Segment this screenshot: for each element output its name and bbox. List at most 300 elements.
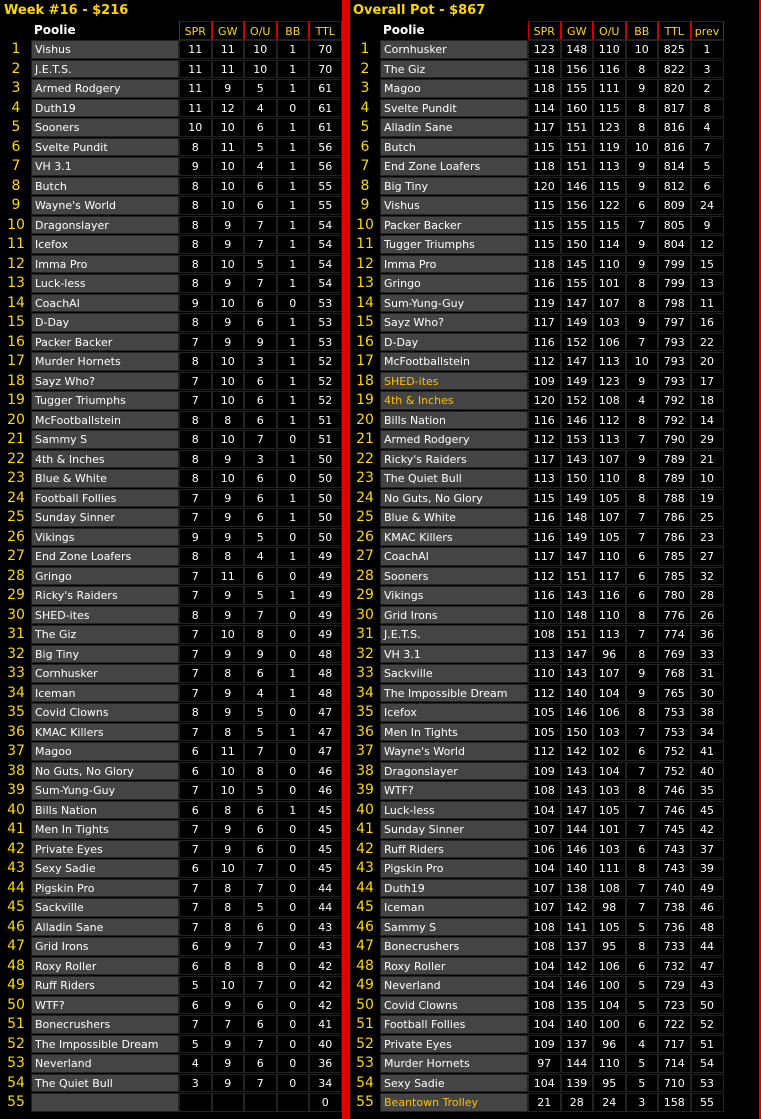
score-cell-ou: 6 bbox=[244, 372, 277, 391]
score-cell-gw: 151 bbox=[561, 567, 594, 586]
rank-cell: 46 bbox=[350, 918, 380, 937]
poolie-name-cell: Men In Tights bbox=[380, 723, 528, 742]
score-cell-ttl: 710 bbox=[658, 1074, 691, 1093]
score-cell-ou: 103 bbox=[593, 313, 626, 332]
score-cell-ou: 106 bbox=[593, 957, 626, 976]
score-cell-ou: 103 bbox=[593, 840, 626, 859]
poolie-name-cell: Ruff Riders bbox=[380, 840, 528, 859]
column-header-gw: GW bbox=[561, 21, 594, 41]
poolie-name-cell: CoachAl bbox=[31, 294, 179, 313]
table-row bbox=[1, 99, 342, 119]
table-row bbox=[350, 333, 759, 353]
score-cell-bb: 7 bbox=[626, 333, 659, 352]
score-cell-ttl: 49 bbox=[309, 606, 342, 625]
poolie-name-cell: Sooners bbox=[31, 118, 179, 137]
score-cell-gw: 10 bbox=[212, 352, 245, 371]
score-cell-bb: 5 bbox=[626, 918, 659, 937]
score-cell-ttl: 743 bbox=[658, 859, 691, 878]
score-cell-gw: 9 bbox=[212, 333, 245, 352]
rank-cell: 39 bbox=[350, 781, 380, 800]
score-cell-bb: 0 bbox=[277, 840, 310, 859]
score-cell-ttl: 786 bbox=[658, 508, 691, 527]
score-cell-ttl: 743 bbox=[658, 840, 691, 859]
score-cell-ttl: 820 bbox=[658, 79, 691, 98]
score-cell-spr: 123 bbox=[528, 40, 561, 59]
score-cell-spr: 108 bbox=[528, 625, 561, 644]
score-cell-gw: 151 bbox=[561, 118, 594, 137]
rank-cell: 8 bbox=[350, 177, 380, 196]
score-cell-prev: 37 bbox=[691, 840, 724, 859]
score-cell-ou: 114 bbox=[593, 235, 626, 254]
score-cell-ou: 95 bbox=[593, 1074, 626, 1093]
score-cell-bb: 1 bbox=[277, 684, 310, 703]
score-cell-spr: 7 bbox=[179, 508, 212, 527]
table-row bbox=[1, 567, 342, 587]
score-cell-spr: 7 bbox=[179, 879, 212, 898]
table-row bbox=[1, 118, 342, 138]
score-cell-ou: 95 bbox=[593, 937, 626, 956]
score-cell-prev: 24 bbox=[691, 196, 724, 215]
score-cell-bb: 0 bbox=[277, 859, 310, 878]
table-row bbox=[1, 586, 342, 606]
score-cell-ou: 6 bbox=[244, 177, 277, 196]
score-cell-ou: 6 bbox=[244, 411, 277, 430]
score-cell-prev: 4 bbox=[691, 118, 724, 137]
score-cell-gw: 9 bbox=[212, 274, 245, 293]
weekly-column-header-row bbox=[1, 21, 342, 41]
score-cell-ttl: 52 bbox=[309, 352, 342, 371]
score-cell-ttl: 50 bbox=[309, 489, 342, 508]
poolie-name-cell: Sooners bbox=[380, 567, 528, 586]
table-row bbox=[1, 781, 342, 801]
poolie-name-cell: Sayz Who? bbox=[380, 313, 528, 332]
rank-cell: 17 bbox=[350, 352, 380, 371]
rank-cell: 44 bbox=[1, 879, 31, 898]
score-cell-spr: 117 bbox=[528, 450, 561, 469]
score-cell-bb: 8 bbox=[626, 60, 659, 79]
poolie-name-cell: Neverland bbox=[31, 1054, 179, 1073]
score-cell-ttl: 738 bbox=[658, 898, 691, 917]
score-cell-spr: 112 bbox=[528, 567, 561, 586]
score-cell-prev: 51 bbox=[691, 1035, 724, 1054]
poolie-name-cell: Sayz Who? bbox=[31, 372, 179, 391]
poolie-name-cell: Armed Rodgery bbox=[380, 430, 528, 449]
score-cell-ttl: 799 bbox=[658, 274, 691, 293]
score-cell-spr: 11 bbox=[179, 79, 212, 98]
score-cell-ttl: 825 bbox=[658, 40, 691, 59]
score-cell-bb: 6 bbox=[626, 957, 659, 976]
poolie-name-cell: Pigskin Pro bbox=[380, 859, 528, 878]
score-cell-prev: 32 bbox=[691, 567, 724, 586]
score-cell-prev: 6 bbox=[691, 177, 724, 196]
score-cell-prev: 3 bbox=[691, 60, 724, 79]
poolie-name-cell: Roxy Roller bbox=[380, 957, 528, 976]
score-cell-bb: 9 bbox=[626, 450, 659, 469]
overall-title: Overall Pot - $867 bbox=[350, 1, 528, 21]
score-cell-ttl: 816 bbox=[658, 138, 691, 157]
score-cell-ttl: 54 bbox=[309, 274, 342, 293]
score-cell-spr: 113 bbox=[528, 645, 561, 664]
table-row bbox=[1, 79, 342, 99]
table-row bbox=[350, 781, 759, 801]
score-cell-gw: 143 bbox=[561, 450, 594, 469]
table-row bbox=[350, 450, 759, 470]
score-cell-spr: 6 bbox=[179, 742, 212, 761]
table-row bbox=[350, 79, 759, 99]
score-cell-ttl: 793 bbox=[658, 372, 691, 391]
score-cell-bb: 5 bbox=[626, 996, 659, 1015]
score-cell-ou: 100 bbox=[593, 976, 626, 995]
score-cell-spr: 8 bbox=[179, 235, 212, 254]
score-cell-bb: 1 bbox=[277, 313, 310, 332]
rank-cell: 21 bbox=[350, 430, 380, 449]
score-cell-gw: 8 bbox=[212, 664, 245, 683]
poolie-name-cell: Grid Irons bbox=[31, 937, 179, 956]
score-cell-ou: 5 bbox=[244, 586, 277, 605]
weekly-title-row bbox=[1, 1, 342, 21]
score-cell-ou: 113 bbox=[593, 625, 626, 644]
score-cell-gw: 10 bbox=[212, 177, 245, 196]
rank-cell: 11 bbox=[1, 235, 31, 254]
score-cell-bb: 0 bbox=[277, 937, 310, 956]
score-cell-gw: 160 bbox=[561, 99, 594, 118]
rank-cell: 6 bbox=[1, 138, 31, 157]
score-cell-ou: 6 bbox=[244, 196, 277, 215]
score-cell-bb: 9 bbox=[626, 157, 659, 176]
score-cell-spr: 119 bbox=[528, 294, 561, 313]
score-cell-bb: 7 bbox=[626, 820, 659, 839]
score-cell-spr: 8 bbox=[179, 430, 212, 449]
score-cell-gw: 10 bbox=[212, 196, 245, 215]
rank-cell: 1 bbox=[350, 40, 380, 59]
rank-cell: 30 bbox=[350, 606, 380, 625]
table-row bbox=[1, 177, 342, 197]
rank-cell: 7 bbox=[350, 157, 380, 176]
score-cell-ou: 96 bbox=[593, 645, 626, 664]
score-cell-bb: 1 bbox=[277, 801, 310, 820]
table-row bbox=[1, 684, 342, 704]
score-cell-gw: 145 bbox=[561, 255, 594, 274]
score-cell-gw: 12 bbox=[212, 99, 245, 118]
score-cell-gw: 138 bbox=[561, 879, 594, 898]
score-cell-ou: 98 bbox=[593, 898, 626, 917]
overall-rows bbox=[350, 40, 759, 1113]
score-cell-ttl: 56 bbox=[309, 138, 342, 157]
rank-cell: 5 bbox=[350, 118, 380, 137]
score-cell-gw: 9 bbox=[212, 235, 245, 254]
score-cell-spr: 117 bbox=[528, 547, 561, 566]
score-cell-ou: 6 bbox=[244, 801, 277, 820]
score-cell-ou: 103 bbox=[593, 781, 626, 800]
score-cell-bb: 7 bbox=[626, 508, 659, 527]
rank-cell: 28 bbox=[1, 567, 31, 586]
score-cell-gw: 152 bbox=[561, 391, 594, 410]
poolie-name-cell: WTF? bbox=[380, 781, 528, 800]
score-cell-prev: 26 bbox=[691, 606, 724, 625]
score-cell-bb: 0 bbox=[277, 528, 310, 547]
score-cell-ou: 7 bbox=[244, 976, 277, 995]
score-cell-ttl: 788 bbox=[658, 489, 691, 508]
score-cell-spr: 21 bbox=[528, 1093, 561, 1112]
table-row bbox=[1, 333, 342, 353]
score-cell-ttl: 49 bbox=[309, 625, 342, 644]
rank-cell: 26 bbox=[350, 528, 380, 547]
table-row bbox=[350, 703, 759, 723]
score-cell-bb: 1 bbox=[277, 664, 310, 683]
score-cell-gw: 10 bbox=[212, 430, 245, 449]
rank-cell: 11 bbox=[350, 235, 380, 254]
score-cell-spr: 7 bbox=[179, 586, 212, 605]
score-cell-ou: 105 bbox=[593, 528, 626, 547]
score-cell-ou: 100 bbox=[593, 1015, 626, 1034]
poolie-name-cell: Sum-Yung-Guy bbox=[380, 294, 528, 313]
poolie-name-cell: Football Follies bbox=[31, 489, 179, 508]
score-cell-ou: 122 bbox=[593, 196, 626, 215]
score-cell-prev: 39 bbox=[691, 859, 724, 878]
table-row bbox=[350, 255, 759, 275]
score-cell-ttl: 41 bbox=[309, 1015, 342, 1034]
poolie-name-cell: Cornhusker bbox=[380, 40, 528, 59]
poolie-name-cell: Iceman bbox=[380, 898, 528, 917]
rank-cell: 36 bbox=[1, 723, 31, 742]
poolie-name-cell: Murder Hornets bbox=[380, 1054, 528, 1073]
score-cell-gw: 149 bbox=[561, 489, 594, 508]
score-cell-bb: 1 bbox=[277, 372, 310, 391]
score-cell-bb: 0 bbox=[277, 703, 310, 722]
score-cell-gw: 8 bbox=[212, 957, 245, 976]
poolie-name-cell: Armed Rodgery bbox=[31, 79, 179, 98]
rank-cell: 26 bbox=[1, 528, 31, 547]
score-cell-prev: 46 bbox=[691, 898, 724, 917]
score-cell-spr: 108 bbox=[528, 937, 561, 956]
score-cell-gw: 140 bbox=[561, 684, 594, 703]
score-cell-gw: 8 bbox=[212, 547, 245, 566]
poolie-name-cell: Wayne's World bbox=[31, 196, 179, 215]
poolie-name-cell: Sackville bbox=[380, 664, 528, 683]
column-header-bb: BB bbox=[626, 21, 659, 41]
score-cell-bb: 1 bbox=[277, 79, 310, 98]
table-row bbox=[1, 411, 342, 431]
score-cell-spr: 97 bbox=[528, 1054, 561, 1073]
score-cell-gw: 9 bbox=[212, 528, 245, 547]
score-cell-ttl: 717 bbox=[658, 1035, 691, 1054]
table-row bbox=[350, 177, 759, 197]
score-cell-spr: 112 bbox=[528, 742, 561, 761]
score-cell-gw: 150 bbox=[561, 723, 594, 742]
score-cell-ttl: 46 bbox=[309, 762, 342, 781]
score-cell-ou: 4 bbox=[244, 684, 277, 703]
score-cell-spr: 106 bbox=[528, 840, 561, 859]
score-cell-gw: 140 bbox=[561, 1015, 594, 1034]
table-row bbox=[350, 235, 759, 255]
score-cell-ou: 3 bbox=[244, 352, 277, 371]
score-cell-ou: 106 bbox=[593, 703, 626, 722]
score-cell-prev: 47 bbox=[691, 957, 724, 976]
score-cell-bb: 7 bbox=[626, 879, 659, 898]
score-cell-gw: 9 bbox=[212, 840, 245, 859]
rank-cell: 37 bbox=[350, 742, 380, 761]
score-cell-prev: 50 bbox=[691, 996, 724, 1015]
column-header-bb: BB bbox=[277, 21, 310, 41]
table-row bbox=[1, 1074, 342, 1094]
score-cell-gw: 11 bbox=[212, 40, 245, 59]
score-cell-prev: 43 bbox=[691, 976, 724, 995]
score-cell-bb: 1 bbox=[277, 118, 310, 137]
score-cell-bb: 0 bbox=[277, 996, 310, 1015]
score-cell-bb: 1 bbox=[277, 450, 310, 469]
poolie-name-cell: Luck-less bbox=[380, 801, 528, 820]
score-cell-bb: 1 bbox=[277, 177, 310, 196]
score-cell-bb: 9 bbox=[626, 372, 659, 391]
score-cell-gw: 9 bbox=[212, 1035, 245, 1054]
score-cell-bb: 8 bbox=[626, 781, 659, 800]
score-cell-gw: 143 bbox=[561, 762, 594, 781]
score-cell-ou: 9 bbox=[244, 645, 277, 664]
poolie-name-cell: Blue & White bbox=[380, 508, 528, 527]
rank-cell: 20 bbox=[350, 411, 380, 430]
rank-cell: 25 bbox=[350, 508, 380, 527]
score-cell-ou: 110 bbox=[593, 255, 626, 274]
poolie-column-header: Poolie bbox=[31, 21, 179, 41]
poolie-name-cell: Private Eyes bbox=[31, 840, 179, 859]
table-row bbox=[1, 937, 342, 957]
score-cell-bb: 4 bbox=[626, 1035, 659, 1054]
score-cell-bb: 0 bbox=[277, 1074, 310, 1093]
score-cell-gw: 9 bbox=[212, 450, 245, 469]
score-cell-prev: 55 bbox=[691, 1093, 724, 1112]
score-cell-ou: 113 bbox=[593, 430, 626, 449]
score-cell-gw: 143 bbox=[561, 664, 594, 683]
score-cell-ou: 5 bbox=[244, 898, 277, 917]
score-cell-bb: 6 bbox=[626, 586, 659, 605]
table-row bbox=[1, 294, 342, 314]
score-cell-ttl: 736 bbox=[658, 918, 691, 937]
score-cell-bb: 0 bbox=[277, 1035, 310, 1054]
score-cell-ou: 101 bbox=[593, 820, 626, 839]
score-cell-gw: 8 bbox=[212, 879, 245, 898]
score-cell-ou: 112 bbox=[593, 411, 626, 430]
table-row bbox=[1, 820, 342, 840]
score-cell-ttl: 51 bbox=[309, 411, 342, 430]
rank-cell: 14 bbox=[1, 294, 31, 313]
score-cell-prev: 54 bbox=[691, 1054, 724, 1073]
score-cell-ttl: 45 bbox=[309, 840, 342, 859]
table-row bbox=[1, 879, 342, 899]
score-cell-gw: 10 bbox=[212, 391, 245, 410]
score-cell-bb: 0 bbox=[277, 957, 310, 976]
rank-cell: 42 bbox=[1, 840, 31, 859]
table-row bbox=[350, 1015, 759, 1035]
poolie-name-cell: Alladin Sane bbox=[380, 118, 528, 137]
score-cell-gw: 9 bbox=[212, 703, 245, 722]
score-cell-bb: 9 bbox=[626, 313, 659, 332]
poolie-name-cell: VH 3.1 bbox=[31, 157, 179, 176]
poolie-name-cell: Grid Irons bbox=[380, 606, 528, 625]
poolie-name-cell: Sammy S bbox=[380, 918, 528, 937]
table-row bbox=[350, 664, 759, 684]
score-cell-ttl: 49 bbox=[309, 547, 342, 566]
score-cell-ou: 107 bbox=[593, 508, 626, 527]
score-cell-bb: 9 bbox=[626, 177, 659, 196]
rank-cell: 51 bbox=[350, 1015, 380, 1034]
score-cell-ou: 117 bbox=[593, 567, 626, 586]
score-cell-bb: 0 bbox=[277, 762, 310, 781]
score-cell-spr: 8 bbox=[179, 177, 212, 196]
score-cell-ttl: 54 bbox=[309, 216, 342, 235]
score-cell-spr: 7 bbox=[179, 567, 212, 586]
score-cell-prev: 35 bbox=[691, 781, 724, 800]
table-row bbox=[1, 625, 342, 645]
score-cell-prev: 25 bbox=[691, 508, 724, 527]
table-row bbox=[350, 918, 759, 938]
table-row bbox=[350, 508, 759, 528]
score-cell-ou: 104 bbox=[593, 996, 626, 1015]
rank-cell: 50 bbox=[350, 996, 380, 1015]
score-cell-gw: 150 bbox=[561, 235, 594, 254]
score-cell-prev: 27 bbox=[691, 547, 724, 566]
score-cell-bb: 8 bbox=[626, 118, 659, 137]
table-row bbox=[1, 255, 342, 275]
table-row bbox=[1, 528, 342, 548]
score-cell-ou: 5 bbox=[244, 723, 277, 742]
table-row bbox=[350, 469, 759, 489]
score-cell-ttl: 799 bbox=[658, 255, 691, 274]
score-cell-bb: 8 bbox=[626, 703, 659, 722]
poolie-name-cell: J.E.T.S. bbox=[380, 625, 528, 644]
score-cell-gw: 10 bbox=[212, 859, 245, 878]
rank-cell: 33 bbox=[350, 664, 380, 683]
poolie-name-cell: Wayne's World bbox=[380, 742, 528, 761]
rank-cell: 41 bbox=[1, 820, 31, 839]
table-row bbox=[1, 898, 342, 918]
score-cell-ou: 123 bbox=[593, 372, 626, 391]
score-cell-ttl: 34 bbox=[309, 1074, 342, 1093]
score-cell-bb: 9 bbox=[626, 684, 659, 703]
score-cell-bb: 7 bbox=[626, 898, 659, 917]
score-cell-bb: 6 bbox=[626, 567, 659, 586]
score-cell-spr: 11 bbox=[179, 40, 212, 59]
score-cell-bb: 7 bbox=[626, 723, 659, 742]
score-cell-gw: 10 bbox=[212, 294, 245, 313]
score-cell-spr: 8 bbox=[179, 411, 212, 430]
score-cell-ttl: 47 bbox=[309, 742, 342, 761]
score-cell-spr: 5 bbox=[179, 976, 212, 995]
score-cell-ou: 115 bbox=[593, 216, 626, 235]
rank-cell: 34 bbox=[1, 684, 31, 703]
table-row bbox=[1, 801, 342, 821]
score-cell-gw: 11 bbox=[212, 60, 245, 79]
score-cell-spr: 107 bbox=[528, 898, 561, 917]
score-cell-prev: 28 bbox=[691, 586, 724, 605]
poolie-name-cell: Sammy S bbox=[31, 430, 179, 449]
score-cell-ttl: 792 bbox=[658, 411, 691, 430]
table-row bbox=[350, 840, 759, 860]
score-cell-prev: 9 bbox=[691, 216, 724, 235]
score-cell-gw: 9 bbox=[212, 216, 245, 235]
score-cell-spr: 7 bbox=[179, 372, 212, 391]
poolie-name-cell: Svelte Pundit bbox=[380, 99, 528, 118]
table-row bbox=[350, 196, 759, 216]
rank-cell: 48 bbox=[1, 957, 31, 976]
score-cell-ou: 6 bbox=[244, 820, 277, 839]
score-cell-spr: 8 bbox=[179, 255, 212, 274]
score-cell-ou: 110 bbox=[593, 40, 626, 59]
rank-cell: 9 bbox=[350, 196, 380, 215]
table-row bbox=[1, 372, 342, 392]
score-cell-spr: 118 bbox=[528, 255, 561, 274]
table-row bbox=[350, 859, 759, 879]
score-cell-ou: 6 bbox=[244, 664, 277, 683]
